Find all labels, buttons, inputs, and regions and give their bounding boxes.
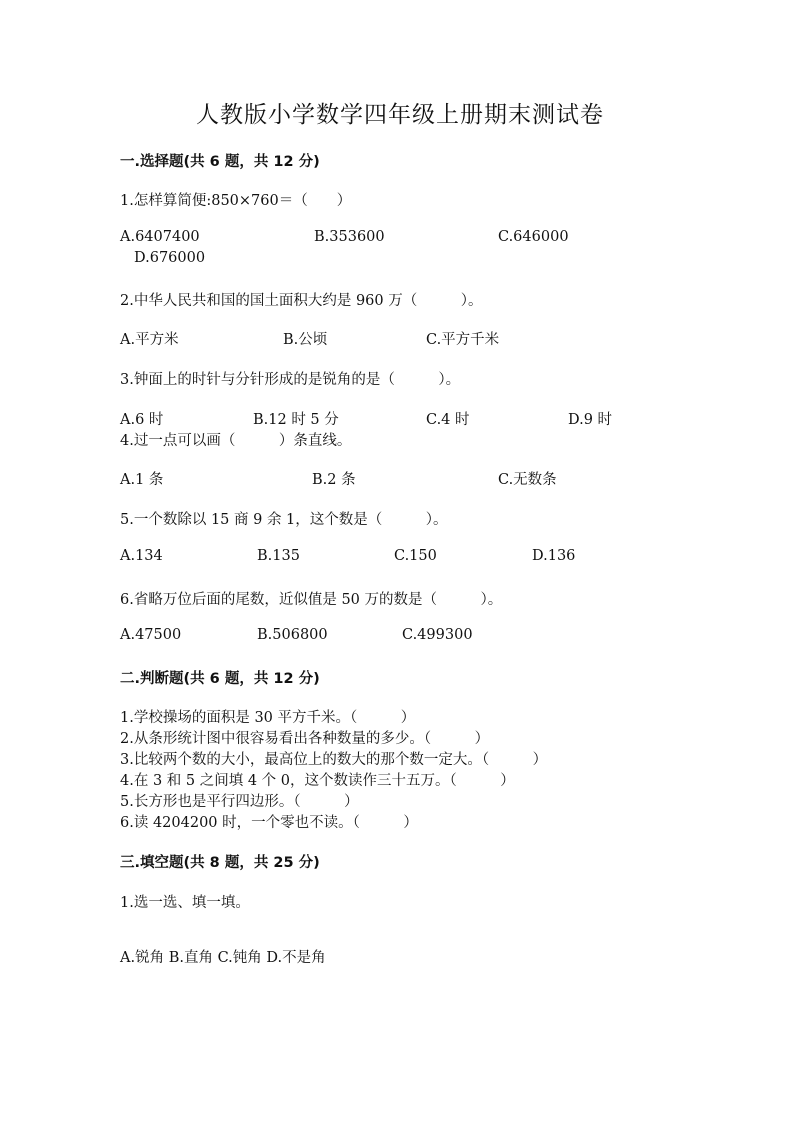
section-heading-fill: 三.填空题(共 8 题，共 25 分) [120,855,320,871]
option: A.6 时 [120,412,164,428]
option: C.646000 [498,229,569,245]
question-stem: 1.怎样算简便:850×760＝（ ） [120,193,352,209]
option: B.公顷 [283,332,328,348]
question-stem: 4.过一点可以画（ ）条直线。 [120,433,352,449]
option: C.4 时 [426,412,470,428]
option: D.676000 [134,250,206,266]
option: B.353600 [314,229,385,245]
option: A.134 [120,548,163,564]
question-stem: 3.钟面上的时针与分针形成的是锐角的是（ ）。 [120,372,461,388]
judge-item: 2.从条形统计图中很容易看出各种数量的多少。（ ） [120,731,490,747]
page-title: 人教版小学数学四年级上册期末测试卷 [196,102,604,128]
question-stem: 1.选一选、填一填。 [120,895,250,911]
judge-item: 5.长方形也是平行四边形。（ ） [120,794,359,810]
judge-item: 1.学校操场的面积是 30 平方千米。（ ） [120,710,416,726]
option: C.150 [394,548,437,564]
option: A.6407400 [120,229,200,245]
question-stem: 6.省略万位后面的尾数，近似值是 50 万的数是（ ）。 [120,592,503,608]
judge-item: 3.比较两个数的大小，最高位上的数大的那个数一定大。（ ） [120,752,548,768]
judge-item: 6.读 4204200 时，一个零也不读。（ ） [120,815,418,831]
option: B.2 条 [312,472,356,488]
section-heading-judge: 二.判断题(共 6 题，共 12 分) [120,671,320,687]
option: B.506800 [257,627,328,643]
option: B.135 [257,548,300,564]
option-list: A.锐角 B.直角 C.钝角 D.不是角 [120,950,326,966]
question-stem: 5.一个数除以 15 商 9 余 1，这个数是（ ）。 [120,512,448,528]
option: A.1 条 [120,472,164,488]
option: C.平方千米 [426,332,500,348]
option: D.136 [532,548,576,564]
option: C.无数条 [498,472,557,488]
option: A.47500 [120,627,182,643]
section-heading-choice: 一.选择题(共 6 题，共 12 分) [120,154,320,170]
question-stem: 2.中华人民共和国的国土面积大约是 960 万（ ）。 [120,293,483,309]
judge-item: 4.在 3 和 5 之间填 4 个 0，这个数读作三十五万。（ ） [120,773,515,789]
option: D.9 时 [568,412,613,428]
option: B.12 时 5 分 [253,412,339,428]
option: C.499300 [402,627,473,643]
option: A.平方米 [120,332,179,348]
